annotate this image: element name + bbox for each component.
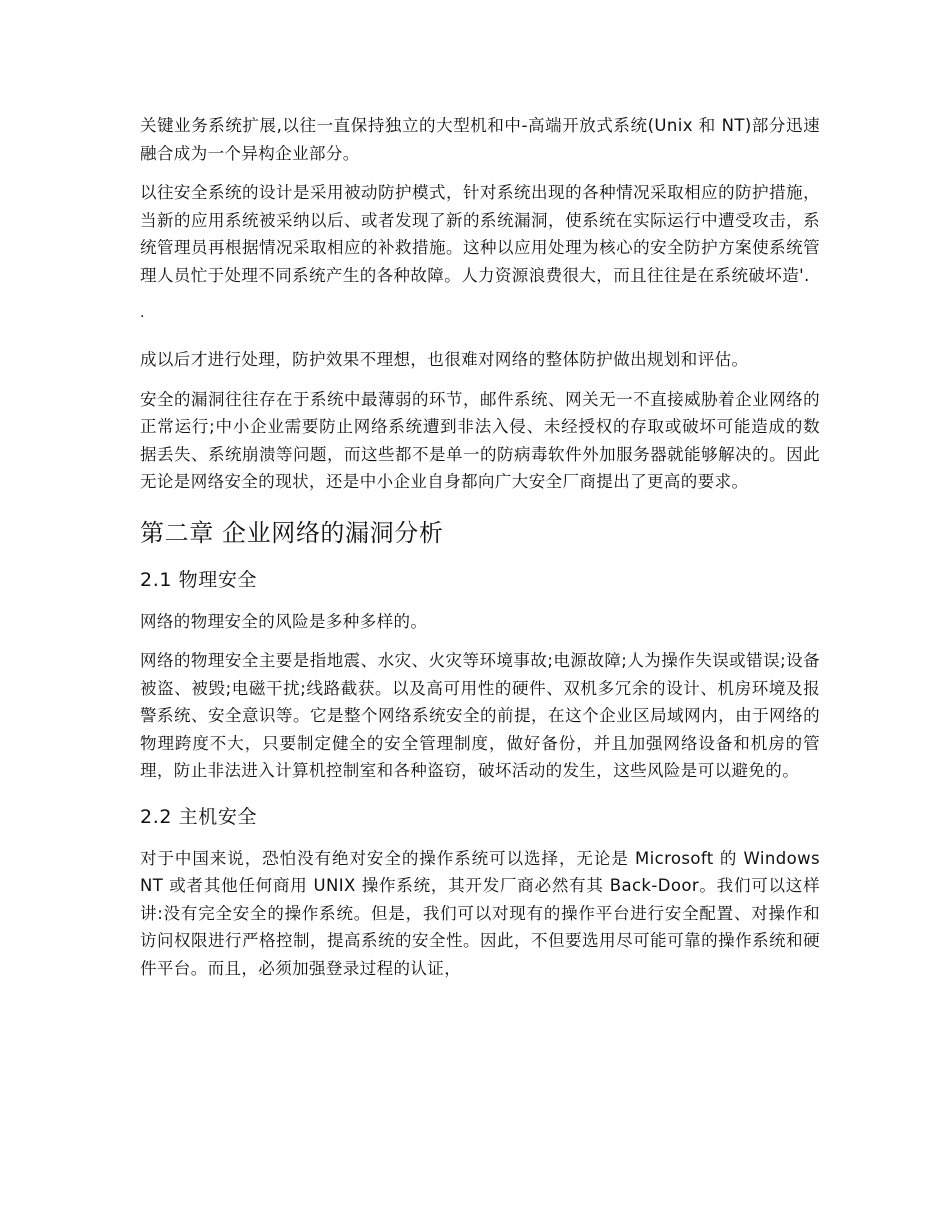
paragraph-passive-protection: 以往安全系统的设计是采用被动防护模式，针对系统出现的各种情况采取相应的防护措施，当新的应用系统被采纳以后、或者发现了新的系统漏洞，使系统在实际运行中遭受攻击，系统管理员再根据情况采取相应的补救措施。这种以应用处理为核心的安全防护方案使系统管理人员忙于处理不同系统产生的各种故障。人力资源浪费很大，而且往往是在系统破坏造'. [140,183,820,285]
paragraph-physical-risk: 网络的物理安全的风险是多种多样的。 [140,611,428,631]
paragraph-host-security: 对于中国来说，恐怕没有绝对安全的操作系统可以选择，无论是 Microsoft 的 Windows NT 或者其他任何商用 UNIX 操作系统，其开发厂商必然有其 Back-Door。我们可以这样讲:没有完全安全的操作系统。但是，我们可以对现有的操作平台进行安全配置、对操作和访问权限进行严格控制，提高系统的安全性。因此，不但要选用尽可能可靠的操作系统和硬件平台。而且，必须加强登录过程的认证， [140,848,820,978]
paragraph-weak-links: 安全的漏洞往往存在于系统中最薄弱的环节，邮件系统、网关无一不直接威胁着企业网络的正常运行;中小企业需要防止网络系统遭到非法入侵、未经授权的存取或破坏可能造成的数据丢失、系统崩溃等问题，而这些都不是单一的防病毒软件外加服务器就能够解决的。因此无论是网络安全的现状，还是中小企业自身都向广大安全厂商提出了更高的要求。 [140,389,820,491]
document-page [140,112,820,982]
section-title-physical-security: 2.1 物理安全 [140,568,258,591]
paragraph-after-damage: 成以后才进行处理，防护效果不理想，也很难对网络的整体防护做出规划和评估。 [140,350,749,369]
paragraph-system-expansion: 关键业务系统扩展,以往一直保持独立的大型机和中-高端开放式系统(Unix 和 NT)部分迅速融合成为一个异构企业部分。 [140,116,820,163]
section-title-host-security: 2.2 主机安全 [140,805,258,828]
page-break-marker: . [140,305,145,321]
paragraph-physical-details: 网络的物理安全主要是指地震、水灾、火灾等环境事故;电源故障;人为操作失误或错误;设备被盗、被毁;电磁干扰;线路截获。以及高可用性的硬件、双机多冗余的设计、机房环境及报警系统、安全意识等。它是整个网络系统安全的前提，在这个企业区局域网内，由于网络的物理跨度不大，只要制定健全的安全管理制度，做好备份，并且加强网络设备和机房的管理，防止非法进入计算机控制室和各种盗窃，破坏活动的发生，这些风险是可以避免的。 [140,651,820,780]
chapter-title: 第二章 企业网络的漏洞分析 [140,518,444,547]
